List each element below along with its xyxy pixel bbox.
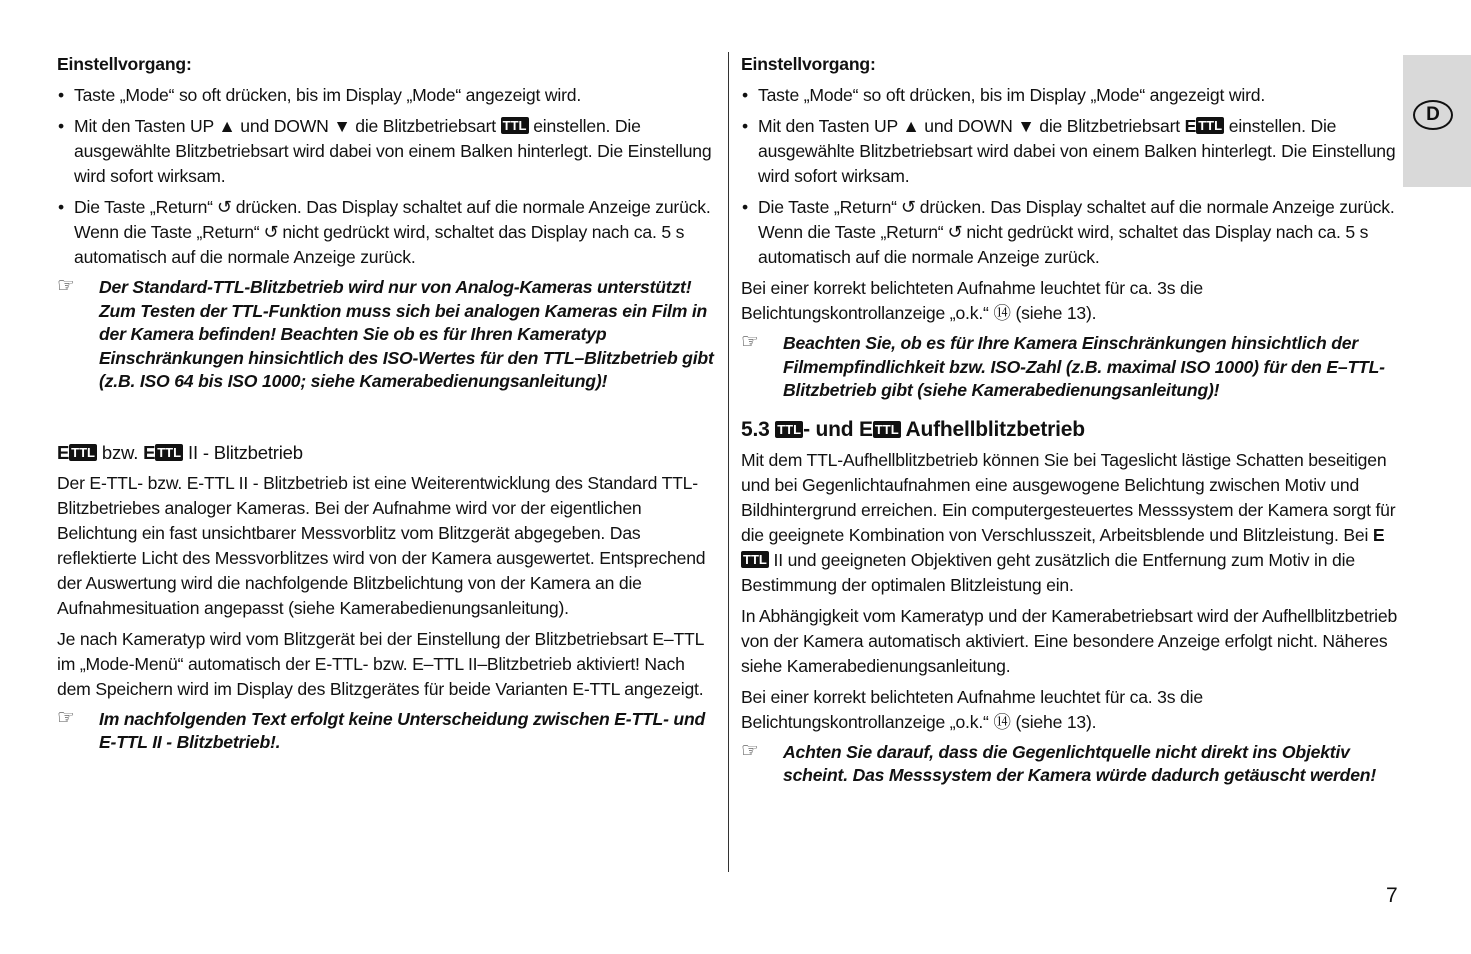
paragraph: In Abhängigkeit vom Kameratyp und der Kamerabetriebsart wird der Aufhellblitzbetrieb von der Kamera automatisch aktiviert. Eine besondere Anzeige erfolgt nicht. Näheres siehe Kamerabedienungsanleitung. bbox=[741, 605, 1398, 676]
paragraph: Mit dem TTL-Aufhellblitzbetrieb können Sie bei Tageslicht lästige Schatten beseitigen und bei Gegenlichtaufnahmen eine ausgewogene Belichtung zwischen Motiv und Bildhintergrund erreichen. Ein computergesteuertes Messsystem der Kamera sorgt für die geeignete Kombination von Verschlusszeit, Arbeitsblende und Blitzleistung. Bei ETTL II und geeigneten Objektiven geht zusätzlich die Entfernung zum Motiv in die Bestimmung der optimalen Blitzleistung ein. bbox=[741, 449, 1396, 595]
ttl-badge-icon: TTL bbox=[1198, 118, 1223, 133]
left-heading: Einstellvorgang: bbox=[57, 54, 192, 74]
return-arrow-icon: ↺ bbox=[216, 197, 232, 217]
list-item: • Mit den Tasten UP ▲ und DOWN ▼ die Blitzbetriebsart E TTL einstellen. Die ausgewählte Blitzbetriebsart wird dabei von einem Balken hinterlegt. Die Einstellung wird sofort wirksam. bbox=[741, 114, 1406, 189]
paragraph: Je nach Kameratyp wird vom Blitzgerät bei der Einstellung der Blitzbetriebsart E–TTL im „Mode-Menü“ automatisch der E-TTL- bzw. E–TTL II–Blitzbetrieb aktiviert! Nach dem Speichern wird im Display des Blitzgerätes für beide Varianten E-TTL angezeigt. bbox=[57, 628, 704, 699]
ttl-badge-icon: TTL bbox=[71, 444, 95, 460]
paragraph: Bei einer korrekt belichteten Aufnahme leuchtet für ca. 3s die Belichtungskontrollanzeige „o.k.“ ⑭ (siehe 13). bbox=[741, 278, 1203, 323]
ttl-badge-icon: TTL bbox=[157, 444, 182, 460]
return-arrow-icon: ↺ bbox=[263, 222, 279, 242]
note: ☞ Achten Sie darauf, dass die Gegenlichtquelle nicht direkt ins Objektiv scheint. Das Messsystem der Kamera würde dadurch getäuscht werden! bbox=[741, 739, 1377, 785]
list-item: • Die Taste „Return“ ↺ drücken. Das Display schaltet auf die normale Anzeige zurück. Wenn die Taste „Return“ ↺ nicht gedrückt wird, schaltet das Display nach ca. 5 s automatisch auf die normale Anzeige zurück. bbox=[57, 195, 717, 270]
left-column bbox=[57, 52, 717, 763]
ttl-badge-icon: TTL bbox=[874, 421, 899, 437]
pointing-hand-icon: ☞ bbox=[741, 331, 759, 353]
note: ☞ Beachten Sie, ob es für Ihre Kamera Einschränkungen hinsichtlich der Filmempfindlichkeit bzw. ISO-Zahl (z.B. maximal ISO 1000) für den E–TTL-Blitzbetrieb gibt (siehe Kamerabedienungsanleitung)! bbox=[741, 331, 1385, 400]
note: ☞ Im nachfolgenden Text erfolgt keine Unterscheidung zwischen E-TTL- und E-TTL II - Blitzbetrieb!. bbox=[57, 706, 706, 752]
pointing-hand-icon: ☞ bbox=[57, 706, 75, 729]
column-divider bbox=[728, 52, 729, 872]
list-item: • Taste „Mode“ so oft drücken, bis im Display „Mode“ angezeigt wird. bbox=[741, 83, 1406, 108]
return-arrow-icon: ↺ bbox=[947, 222, 963, 242]
left-steps bbox=[57, 83, 717, 270]
ttl-badge-icon: TTL bbox=[777, 421, 802, 437]
list-item: • Die Taste „Return“ ↺ drücken. Das Display schaltet auf die normale Anzeige zurück. Wenn die Taste „Return“ ↺ nicht gedrückt wird, schaltet das Display nach ca. 5 s automatisch auf die normale Anzeige zurück. bbox=[741, 195, 1406, 270]
right-heading: Einstellvorgang: bbox=[741, 54, 876, 74]
list-item: • Mit den Tasten UP ▲ und DOWN ▼ die Blitzbetriebsart TTL einstellen. Die ausgewählte Blitzbetriebsart wird dabei von einem Balken hinterlegt. Die Einstellung wird sofort wirksam. bbox=[57, 114, 717, 189]
ttl-badge-icon: TTL bbox=[743, 551, 767, 567]
pointing-hand-icon: ☞ bbox=[741, 739, 759, 762]
pointing-hand-icon: ☞ bbox=[57, 275, 75, 297]
paragraph: Der E-TTL- bzw. E-TTL II - Blitzbetrieb ist eine Weiterentwicklung des Standard TTL-Blitzbetriebes analoger Kameras. Bei der Aufnahme wird vor der eigentlichen Belichtung ein fast unsichtbarer Messvorblitz vom Blitzgerät abgegeben. Das reflektierte Licht des Messvorblitzes wird von der Kamera ausgewertet. Entsprechend der Auswertung wird die nachfolgende Blitzbelichtung von der Kamera an die Aufnahmesituation angepasst (siehe Kamerabedienungsanleitung). bbox=[57, 472, 706, 618]
paragraph: Bei einer korrekt belichteten Aufnahme leuchtet für ca. 3s die Belichtungskontrollanzeige „o.k.“ ⑭ (siehe 13). bbox=[741, 686, 1203, 732]
right-steps bbox=[741, 83, 1406, 270]
list-item: • Taste „Mode“ so oft drücken, bis im Display „Mode“ angezeigt wird. bbox=[57, 83, 717, 108]
return-arrow-icon: ↺ bbox=[900, 197, 916, 217]
ttl-badge-icon: TTL bbox=[502, 118, 527, 133]
section-heading: 5.3 TTL- und E TTL Aufhellblitzbetrieb bbox=[741, 417, 1085, 441]
right-column bbox=[741, 52, 1406, 796]
language-tab-letter: D bbox=[1413, 100, 1453, 130]
note: ☞ Der Standard-TTL-Blitzbetrieb wird nur von Analog-Kameras unterstützt! Zum Testen der TTL-Funktion muss sich bei analogen Kameras ein Film in der Kamera befinden! Beachten Sie ob es für Ihren Kameratyp Einschränkungen hinsichtlich des ISO-Wertes für den TTL–Blitzbetrieb gibt (z.B. ISO 64 bis ISO 1000; siehe Kamerabedienungsanleitung)! bbox=[57, 275, 714, 391]
page-number: 7 bbox=[1386, 884, 1398, 907]
section-heading: E TTL bzw. E TTL II - Blitzbetrieb bbox=[57, 441, 303, 463]
